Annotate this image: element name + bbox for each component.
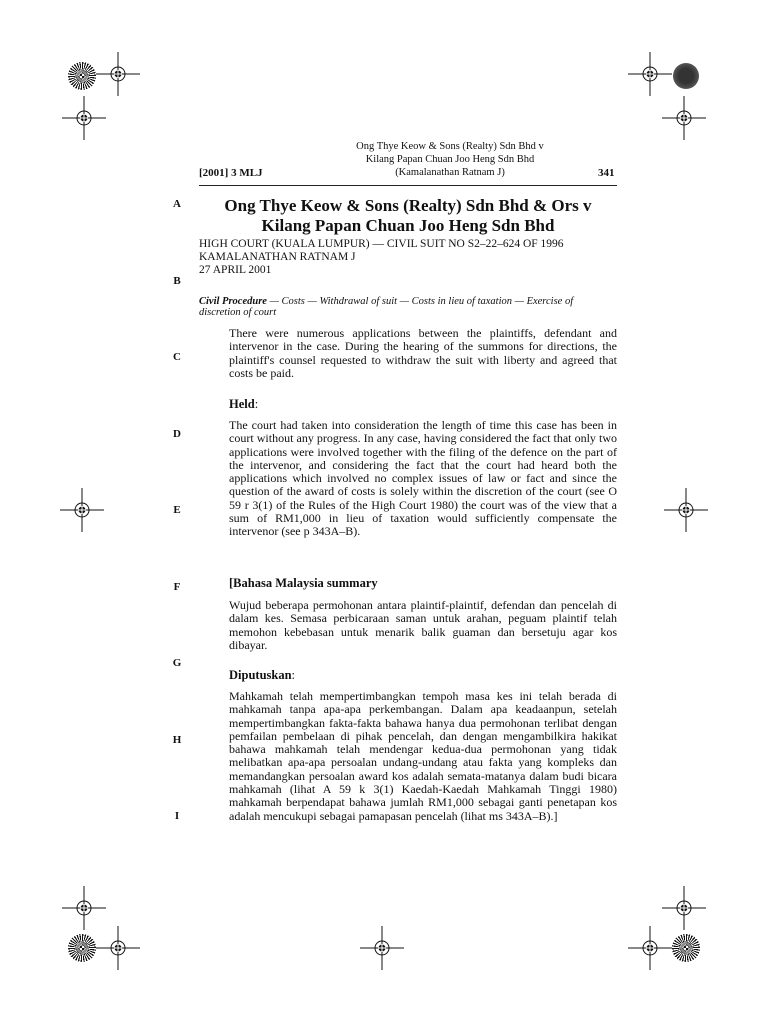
catchwords bbox=[199, 296, 617, 318]
bm-summary-heading: [Bahasa Malaysia summary bbox=[229, 576, 378, 590]
registration-mark-icon bbox=[96, 52, 140, 96]
case-title-line: Ong Thye Keow & Sons (Realty) Sdn Bhd & Ors v bbox=[224, 196, 592, 215]
margin-letter-h: H bbox=[172, 734, 182, 746]
registration-mark-icon bbox=[96, 926, 140, 970]
margin-letter-f: F bbox=[173, 581, 181, 593]
court-details bbox=[199, 238, 617, 277]
catchwords-lead: Civil Procedure bbox=[199, 296, 267, 307]
registration-mark-icon bbox=[628, 926, 672, 970]
registration-mark-icon bbox=[360, 926, 404, 970]
registration-mark-icon bbox=[628, 52, 672, 96]
held-heading-text: Held bbox=[229, 397, 255, 411]
diputuskan-paragraph: Mahkamah telah mempertimbangkan tempoh masa kes ini telah berada di mahkamah tanpa apa-apa perkembangan. Dalam apa keadaanpun, setelah mempertimbangkan fakta-fakta bahawa hanya dua permohonan terlibat dengan pemfailan pembelaan di pihak pencelah, dan dengan mengambilkira hakikat bahawa mahkamah telah mendengar kedua-dua permohonan yang tidak melibatkan apa-apa persoalan undang-undang atau fakta yang kompleks dan memandangkan persoalan award kos adalah semata-matanya dalam budi bicara mahkamah (lihat A 59 k 3(1) Kaedah-Kaedah Mahkamah Tinggi 1980) mahkamah berpendapat bahawa jumlah RM1,000 sebagai ganti penetapan kos adalah mencukupi sebagai pamapasan pencelah (lihat ms 343A–B).] bbox=[229, 689, 617, 823]
held-paragraph: The court had taken into consideration the length of time this case has been in court without any progress. In any case, having considered the fact that only two applications were involved together with the filing of the defence on the part of the intervenor, and considering the fact that the court had heard both the applications which involved no complex issues of law or fact and since the question of the award of costs is solely within the discretion of the court (see O 59 r 3(1) of the Rules of the High Court 1980) the court was of the view that a sum of RM1,000 in lieu of taxation would sufficiently compensate the intervenor (see p 343A–B). bbox=[229, 418, 617, 539]
diputuskan-heading-colon: : bbox=[291, 668, 296, 682]
margin-letter-g: G bbox=[172, 657, 182, 669]
starburst-icon bbox=[68, 934, 96, 962]
margin-letter-i: I bbox=[174, 810, 180, 822]
margin-letter-b: B bbox=[173, 275, 181, 287]
running-title-line: Kilang Papan Chuan Joo Heng Sdn Bhd bbox=[365, 154, 535, 165]
registration-mark-icon bbox=[62, 96, 106, 140]
starburst-icon bbox=[68, 62, 96, 90]
bm-summary-paragraph: Wujud beberapa permohonan antara plaintif-plaintif, defendan dan pencelah di dalam kes. Semasa perbicaraan saman untuk arahan, peguam plaintif telah memohon kebebasan untuk menarik balik guaman dan bersetuju agar kos dibayar. bbox=[229, 598, 617, 652]
report-citation: [2001] 3 MLJ bbox=[199, 167, 263, 179]
diputuskan-heading bbox=[229, 668, 295, 683]
running-title-line: Ong Thye Keow & Sons (Realty) Sdn Bhd v bbox=[356, 141, 544, 152]
header-rule bbox=[199, 185, 617, 186]
margin-letter-d: D bbox=[173, 428, 181, 440]
summary-paragraph: There were numerous applications between the plaintiffs, defendant and intervenor in the case. During the hearing of the summons for directions, the plaintiff's counsel requested to withdraw the suit with liberty and agreed that costs be paid. bbox=[229, 326, 617, 380]
court-line: HIGH COURT (KUALA LUMPUR) — CIVIL SUIT NO S2–22–624 OF 1996 bbox=[199, 238, 564, 250]
registration-mark-icon bbox=[662, 96, 706, 140]
registration-mark-icon bbox=[662, 886, 706, 930]
margin-letter-e: E bbox=[173, 504, 181, 516]
registration-mark-icon bbox=[664, 488, 708, 532]
margin-letter-a: A bbox=[173, 198, 181, 210]
registration-mark-icon bbox=[62, 886, 106, 930]
running-title bbox=[300, 140, 600, 179]
margin-letter-c: C bbox=[173, 351, 181, 363]
catchwords-rest: — Costs — Withdrawal of suit — Costs in lieu of taxation — Exercise of discretion of court bbox=[199, 296, 574, 318]
held-heading bbox=[229, 397, 258, 412]
judge-line: KAMALANATHAN RATNAM J bbox=[199, 251, 356, 263]
page-number: 341 bbox=[598, 167, 615, 179]
starburst-icon bbox=[672, 934, 700, 962]
registration-mark-icon bbox=[60, 488, 104, 532]
held-heading-colon: : bbox=[254, 397, 259, 411]
dark-circle-icon bbox=[673, 63, 699, 89]
case-title-line: Kilang Papan Chuan Joo Heng Sdn Bhd bbox=[261, 216, 555, 235]
case-title bbox=[199, 196, 617, 236]
diputuskan-heading-text: Diputuskan bbox=[229, 668, 292, 682]
running-title-line: (Kamalanathan Ratnam J) bbox=[395, 167, 505, 178]
date-line: 27 APRIL 2001 bbox=[199, 264, 272, 276]
